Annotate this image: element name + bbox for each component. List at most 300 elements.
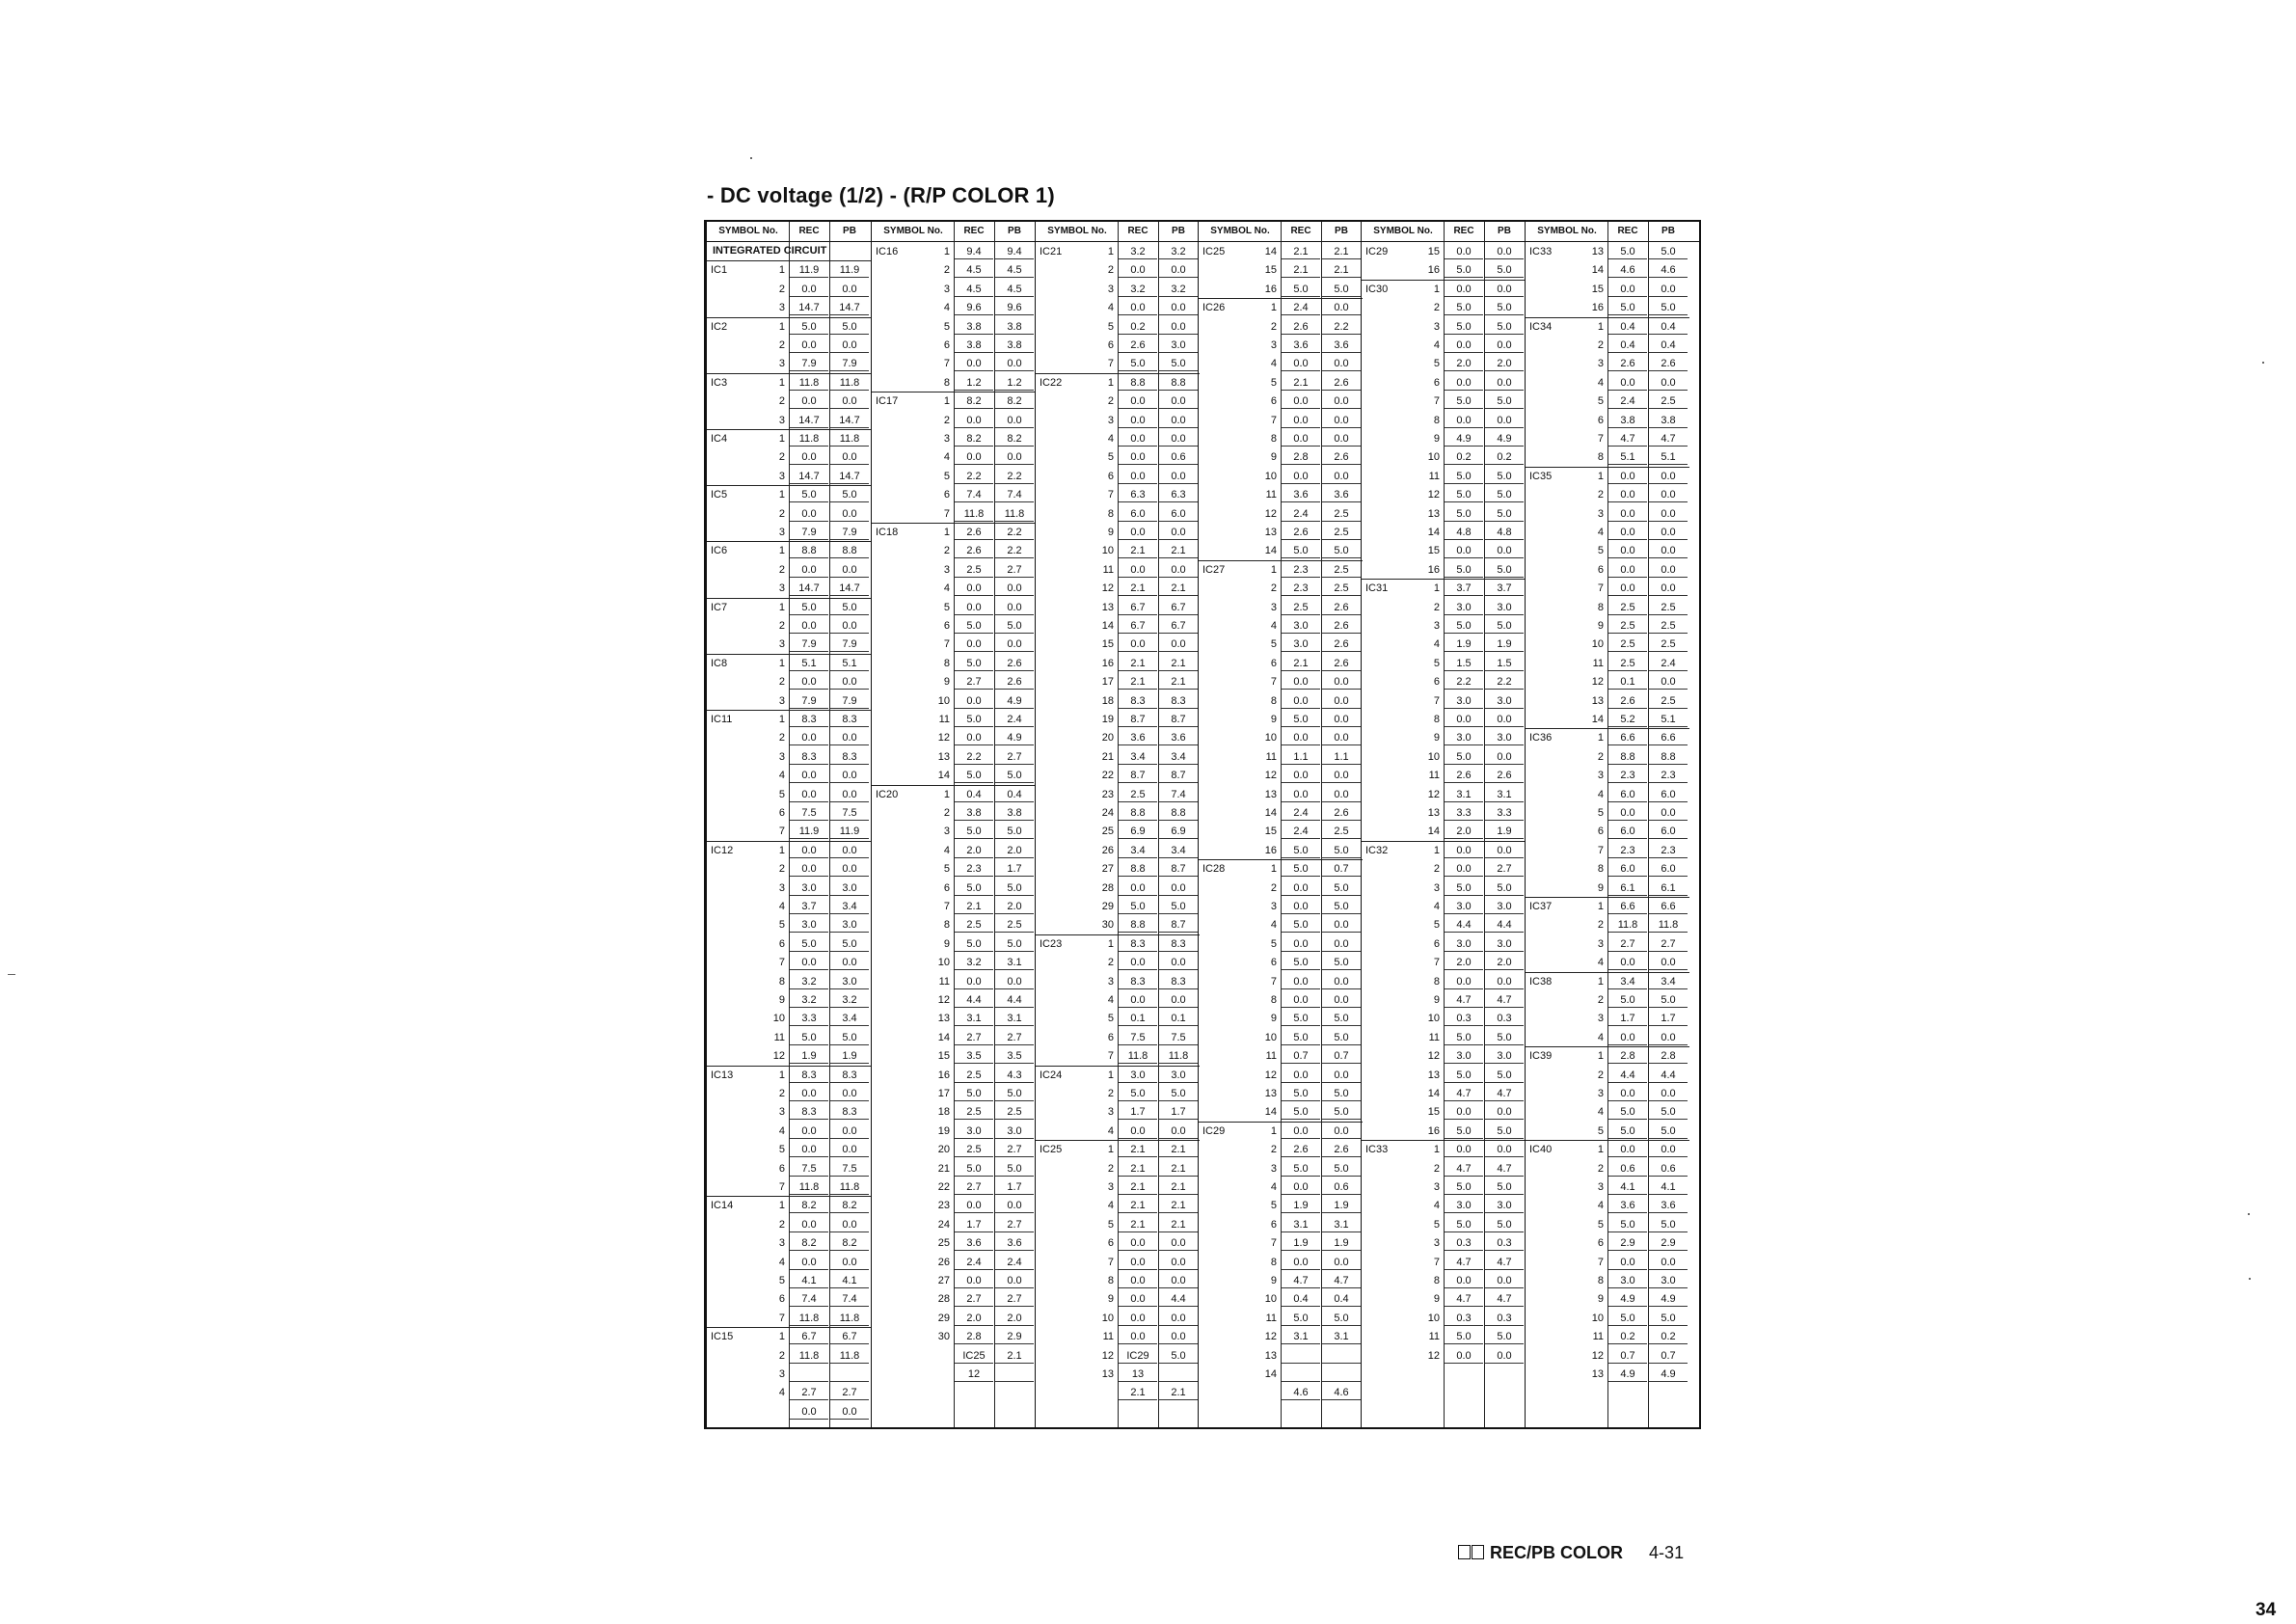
- rec-value: 0.0: [1282, 729, 1320, 745]
- pb-value: 0.7: [1649, 1347, 1688, 1364]
- rec-value: 0.7: [1608, 1347, 1647, 1364]
- pb-value: 3.8: [995, 337, 1034, 353]
- rec-value: 3.0: [1119, 1067, 1157, 1083]
- pin-number: 2: [778, 863, 785, 876]
- rec-value: 5.0: [1282, 954, 1320, 970]
- pin-number: 8: [1433, 975, 1440, 988]
- pb-value: 5.0: [1485, 1029, 1524, 1045]
- rec-value: 4.7: [1445, 991, 1483, 1008]
- rec-value: 5.0: [1445, 561, 1483, 578]
- pin-number: 4: [1597, 376, 1604, 389]
- pb-value: 0.0: [1649, 542, 1688, 558]
- rec-value: 2.1: [1119, 1216, 1157, 1232]
- rec-value: 2.4: [1282, 804, 1320, 821]
- pb-value: 11.8: [995, 505, 1034, 522]
- ic-symbol: IC29: [1365, 246, 1389, 257]
- pb-value: 2.5: [1649, 617, 1688, 634]
- rec-value: [790, 1366, 828, 1382]
- rec-value: 0.0: [1282, 392, 1320, 409]
- pin-number: 4: [1433, 339, 1440, 351]
- rec-value: 2.2: [1445, 673, 1483, 690]
- pb-value: 5.0: [1485, 1328, 1524, 1344]
- rec-value: 2.5: [955, 561, 993, 578]
- rec-value: 3.4: [1608, 973, 1647, 989]
- pb-value: 4.4: [1649, 1067, 1688, 1083]
- pb-value: 5.0: [1485, 1178, 1524, 1195]
- rec-value: 0.0: [1608, 1254, 1647, 1270]
- pin-number: 6: [1270, 1218, 1277, 1231]
- pb-value: 0.0: [995, 599, 1034, 615]
- column-group: [1035, 222, 1200, 1427]
- rec-value: 0.0: [1119, 1234, 1157, 1251]
- pb-value: 9.4: [995, 243, 1034, 259]
- rec-value: 0.0: [1119, 299, 1157, 315]
- ic-symbol: IC40: [1529, 1144, 1553, 1156]
- pb-value: 2.5: [1322, 823, 1361, 839]
- pin-number: 1: [778, 264, 785, 277]
- pb-value: 5.0: [1322, 880, 1361, 896]
- pb-value: 0.0: [1649, 954, 1688, 970]
- rec-value: 11.8: [1119, 1047, 1157, 1064]
- pin-number: 6: [1597, 1237, 1604, 1250]
- pb-value: 5.0: [1485, 486, 1524, 502]
- pb-value: 8.3: [830, 748, 869, 765]
- pb-value: 0.6: [1159, 448, 1198, 465]
- rec-value: 5.0: [1608, 243, 1647, 259]
- pb-value: 3.2: [1159, 281, 1198, 297]
- pb-value: 0.0: [830, 448, 869, 465]
- rec-value: 0.4: [955, 786, 993, 802]
- pin-number: 4: [943, 582, 950, 595]
- pin-number: 21: [937, 1162, 950, 1175]
- pb-value: 5.1: [1649, 448, 1688, 465]
- pin-number: 1: [943, 788, 950, 800]
- rec-value: 5.0: [955, 823, 993, 839]
- pin-number: 1: [1433, 1144, 1440, 1156]
- pin-number: 7: [1433, 395, 1440, 408]
- pb-value: 2.6: [1322, 374, 1361, 391]
- rec-value: 0.0: [1119, 1123, 1157, 1139]
- rec-value: 3.6: [1282, 486, 1320, 502]
- pb-value: 2.7: [995, 561, 1034, 578]
- pb-value: 2.2: [995, 524, 1034, 540]
- pin-number: 1: [1107, 1144, 1114, 1156]
- pin-number: 1: [1433, 844, 1440, 856]
- pin-number: 15: [1264, 826, 1277, 838]
- pb-value: 2.7: [1649, 935, 1688, 952]
- pb-value: 0.0: [830, 1085, 869, 1101]
- pb-value: 0.0: [1649, 1085, 1688, 1101]
- pin-number: 9: [1270, 451, 1277, 464]
- header-pb: PB: [1498, 226, 1511, 236]
- pb-value: 2.5: [995, 1103, 1034, 1120]
- pb-value: 5.0: [1322, 898, 1361, 914]
- pb-value: 3.2: [830, 991, 869, 1008]
- pin-number: 13: [1427, 1069, 1440, 1081]
- pb-value: 2.5: [1322, 561, 1361, 578]
- pin-number: 4: [778, 770, 785, 782]
- pb-value: 1.9: [1485, 823, 1524, 839]
- pin-number: 22: [1101, 770, 1114, 782]
- pin-number: 18: [937, 1106, 950, 1119]
- rec-value: 0.0: [790, 617, 828, 634]
- pb-value: 2.6: [1322, 617, 1361, 634]
- rec-value: 0.0: [1608, 561, 1647, 578]
- pin-number: 4: [1433, 1200, 1440, 1212]
- rec-value: 11.8: [790, 1178, 828, 1195]
- rec-value: 2.7: [955, 1290, 993, 1307]
- rec-value: 11.8: [790, 1310, 828, 1326]
- header-rec: REC: [963, 226, 985, 236]
- pin-number: 5: [1107, 320, 1114, 333]
- rec-value: 1.2: [955, 374, 993, 391]
- pin-number: 11: [1428, 1331, 1440, 1343]
- pin-number: 6: [1433, 376, 1440, 389]
- pb-value: 0.2: [1649, 1328, 1688, 1344]
- rec-value: 5.0: [1282, 916, 1320, 933]
- pb-value: 5.1: [830, 655, 869, 671]
- pb-value: 0.0: [1159, 1234, 1198, 1251]
- pin-number: 12: [1101, 1349, 1114, 1362]
- rec-value: 1.9: [1282, 1234, 1320, 1251]
- pb-value: 0.0: [1485, 842, 1524, 858]
- pb-value: 5.0: [995, 935, 1034, 952]
- rec-value: 2.1: [1119, 1178, 1157, 1195]
- rec-value: 0.0: [1282, 355, 1320, 371]
- rec-value: 0.0: [1608, 580, 1647, 596]
- pin-number: 5: [1107, 1013, 1114, 1025]
- pin-number: 7: [943, 507, 950, 520]
- pin-number: 8: [1433, 414, 1440, 426]
- rec-value: 0.0: [1608, 954, 1647, 970]
- rec-value: 0.0: [1119, 1328, 1157, 1344]
- pb-value: 3.3: [1485, 804, 1524, 821]
- rec-value: 5.0: [955, 711, 993, 727]
- pin-number: 1: [1270, 563, 1277, 576]
- pb-value: 6.0: [1649, 860, 1688, 877]
- pin-number: 1: [778, 376, 785, 389]
- header-pb: PB: [1661, 226, 1675, 236]
- pb-value: 0.0: [1159, 392, 1198, 409]
- ic-symbol: IC28: [1202, 863, 1226, 876]
- rec-value: 2.4: [1282, 823, 1320, 839]
- rec-value: 2.5: [955, 1103, 993, 1120]
- rec-value: 3.7: [1445, 580, 1483, 596]
- rec-value: 8.8: [1608, 748, 1647, 765]
- rec-value: 5.0: [955, 1085, 993, 1101]
- pb-value: 4.4: [1485, 916, 1524, 933]
- rec-value: 2.5: [1119, 786, 1157, 802]
- rec-value: 0.0: [790, 673, 828, 690]
- pin-number: 7: [1270, 414, 1277, 426]
- pb-value: 0.0: [1322, 299, 1361, 315]
- rec-value: 0.3: [1445, 1234, 1483, 1251]
- footer-page-ref: 4-31: [1649, 1543, 1685, 1562]
- rec-value: 2.1: [1282, 243, 1320, 259]
- pin-number: 1: [778, 601, 785, 613]
- pin-number: 13: [1427, 807, 1440, 819]
- pb-value: 3.4: [830, 898, 869, 914]
- pb-value: 5.0: [830, 318, 869, 335]
- rec-value: 1.1: [1282, 748, 1320, 765]
- pb-value: 14.7: [830, 299, 869, 315]
- rec-value: 2.6: [1608, 355, 1647, 371]
- pin-number: 1: [1597, 901, 1604, 912]
- pb-value: 0.0: [1649, 580, 1688, 596]
- pb-value: 0.4: [995, 786, 1034, 802]
- pin-number: 2: [778, 283, 785, 295]
- pin-number: 15: [1427, 545, 1440, 557]
- rec-value: 3.1: [1282, 1216, 1320, 1232]
- pb-value: 3.2: [1159, 243, 1198, 259]
- rec-value: 2.1: [955, 898, 993, 914]
- pb-value: [1159, 1366, 1198, 1382]
- pin-number: 5: [1597, 545, 1604, 557]
- pb-value: 2.4: [995, 1254, 1034, 1270]
- pb-value: 2.6: [1322, 804, 1361, 821]
- pb-value: 6.0: [1159, 505, 1198, 522]
- rec-value: 3.8: [1608, 412, 1647, 428]
- pb-value: 5.0: [1159, 898, 1198, 914]
- pin-number: 1: [778, 1331, 785, 1343]
- pb-value: 1.2: [995, 374, 1034, 391]
- pb-value: 0.0: [1322, 1254, 1361, 1270]
- pb-value: 0.0: [1322, 468, 1361, 484]
- rec-value: 0.0: [1119, 1290, 1157, 1307]
- header-symbol: SYMBOL No.: [1047, 226, 1107, 236]
- rec-value: 2.1: [1119, 1384, 1157, 1400]
- pin-number: 2: [778, 1349, 785, 1362]
- rec-value: 8.2: [790, 1234, 828, 1251]
- pin-number: 5: [1433, 358, 1440, 370]
- pb-value: 0.4: [1649, 337, 1688, 353]
- pin-number: 2: [778, 732, 785, 744]
- ic-symbol: IC32: [1365, 844, 1389, 856]
- pin-number: 13: [937, 750, 950, 763]
- pb-value: 3.6: [1322, 337, 1361, 353]
- pin-number: 3: [778, 582, 785, 595]
- rec-value: 3.2: [790, 973, 828, 989]
- pb-value: 0.3: [1485, 1010, 1524, 1026]
- pb-value: 2.0: [995, 842, 1034, 858]
- pin-number: 12: [1427, 1050, 1440, 1063]
- pb-value: 8.3: [830, 1067, 869, 1083]
- pin-number: 14: [1591, 264, 1604, 277]
- rec-value: 5.0: [1282, 1160, 1320, 1177]
- speck: [2262, 362, 2264, 364]
- ic-symbol: IC12: [711, 844, 734, 856]
- pb-value: 11.8: [830, 430, 869, 447]
- pin-number: 8: [1433, 1275, 1440, 1286]
- pin-number: 2: [778, 395, 785, 408]
- ic-symbol: IC1: [711, 264, 728, 277]
- header-rec: REC: [1290, 226, 1311, 236]
- pb-value: 3.0: [1485, 599, 1524, 615]
- rec-value: 6.9: [1119, 823, 1157, 839]
- rec-value: 3.2: [1119, 243, 1157, 259]
- pb-value: 11.8: [830, 1310, 869, 1326]
- pb-value: 8.8: [1159, 374, 1198, 391]
- pin-number: 2: [778, 339, 785, 351]
- pin-number: 1: [1107, 1069, 1114, 1081]
- pin-number: 6: [1107, 470, 1114, 482]
- rec-value: 11.8: [955, 505, 993, 522]
- pin-number: 2: [778, 1088, 785, 1099]
- rec-value: 9.6: [955, 299, 993, 315]
- rec-value: 5.0: [1445, 1216, 1483, 1232]
- rec-value: 3.6: [1282, 337, 1320, 353]
- rec-value: 2.1: [1119, 1160, 1157, 1177]
- pb-value: 5.0: [1322, 842, 1361, 858]
- pb-value: 11.8: [1649, 916, 1688, 933]
- rec-value: 8.3: [790, 711, 828, 727]
- pb-value: 3.0: [1159, 1067, 1198, 1083]
- pin-number: 19: [937, 1124, 950, 1137]
- pin-number: 10: [1264, 1031, 1277, 1043]
- pin-number: 3: [1597, 937, 1604, 950]
- pb-value: 5.0: [1649, 1310, 1688, 1326]
- rec-value: 8.2: [955, 392, 993, 409]
- pin-number: 10: [1427, 451, 1440, 464]
- pin-number: 7: [1597, 433, 1604, 445]
- pb-value: 2.5: [995, 916, 1034, 933]
- rec-value: 2.5: [955, 916, 993, 933]
- rec-value: 5.0: [1445, 880, 1483, 896]
- pb-value: 1.9: [830, 1047, 869, 1064]
- rec-value: 4.7: [1445, 1254, 1483, 1270]
- pin-number: 7: [943, 358, 950, 370]
- rec-value: 5.0: [1282, 281, 1320, 297]
- rec-value: 7.5: [790, 1160, 828, 1177]
- rec-value: 6.0: [1119, 505, 1157, 522]
- pb-value: 6.0: [1649, 786, 1688, 802]
- pb-value: 0.0: [995, 973, 1034, 989]
- pin-number: 9: [1107, 1293, 1114, 1306]
- pb-value: 0.0: [1159, 1310, 1198, 1326]
- pb-value: 2.7: [995, 1141, 1034, 1157]
- pin-number: 1: [1107, 246, 1114, 257]
- pb-value: 3.0: [1485, 729, 1524, 745]
- pb-value: 11.9: [830, 823, 869, 839]
- header-symbol: SYMBOL No.: [883, 226, 943, 236]
- pb-value: 8.7: [1159, 860, 1198, 877]
- pin-number: 4: [1597, 1200, 1604, 1212]
- rec-value: 4.9: [1445, 430, 1483, 447]
- rec-value: 2.6: [1445, 767, 1483, 783]
- pin-number: 10: [772, 1013, 785, 1025]
- pin-number: 2: [1270, 1144, 1277, 1156]
- pin-number: 10: [1591, 1312, 1604, 1324]
- pb-value: 0.0: [1159, 261, 1198, 278]
- pb-value: 0.0: [830, 1123, 869, 1139]
- rec-value: 0.0: [1282, 1123, 1320, 1139]
- ic-symbol: IC15: [711, 1331, 734, 1343]
- rec-value: 0.0: [1119, 1254, 1157, 1270]
- pin-number: 5: [778, 919, 785, 932]
- pb-value: 5.0: [1322, 1103, 1361, 1120]
- pb-value: 8.8: [1649, 748, 1688, 765]
- pb-value: 2.6: [1322, 448, 1361, 465]
- pin-number: 9: [1107, 527, 1114, 538]
- pb-value: 0.0: [1159, 1272, 1198, 1288]
- pin-number: 7: [1107, 358, 1114, 370]
- pb-value: 2.3: [1649, 767, 1688, 783]
- pb-value: 0.0: [1485, 973, 1524, 989]
- rec-value: 0.0: [790, 954, 828, 970]
- rec-value: 2.1: [1282, 374, 1320, 391]
- rec-value: 5.0: [1282, 842, 1320, 858]
- pb-value: 0.0: [1159, 430, 1198, 447]
- pin-number: 5: [1270, 638, 1277, 651]
- pin-number: 2: [1433, 601, 1440, 613]
- pb-value: 4.5: [995, 261, 1034, 278]
- rec-value: 0.0: [1445, 842, 1483, 858]
- rec-value: 3.0: [1282, 636, 1320, 652]
- pin-number: 6: [778, 1293, 785, 1306]
- rec-value: 3.0: [1445, 599, 1483, 615]
- pb-value: 5.0: [830, 599, 869, 615]
- pb-value: 0.0: [1649, 1254, 1688, 1270]
- pb-value: 5.0: [1322, 1029, 1361, 1045]
- rec-value: 0.0: [1282, 880, 1320, 896]
- pin-number: 6: [1107, 339, 1114, 351]
- rec-value: 3.6: [1608, 1197, 1647, 1213]
- rec-value: 2.1: [1119, 1197, 1157, 1213]
- pin-number: 17: [937, 1088, 950, 1099]
- pin-number: 2: [1107, 1162, 1114, 1175]
- ic-symbol: IC30: [1365, 283, 1389, 295]
- pin-number: 5: [1597, 1124, 1604, 1137]
- ic-symbol: IC25: [1202, 246, 1226, 257]
- pb-value: 1.9: [1485, 636, 1524, 652]
- pin-number: 7: [1597, 1256, 1604, 1268]
- pb-value: 5.0: [830, 486, 869, 502]
- rec-value: 5.0: [1445, 748, 1483, 765]
- pin-number: 3: [1107, 975, 1114, 988]
- pin-number: 4: [1597, 1031, 1604, 1043]
- pin-number: 4: [1597, 788, 1604, 800]
- rec-value: 7.9: [790, 524, 828, 540]
- pb-value: 0.0: [1159, 954, 1198, 970]
- rec-value: 0.0: [1282, 673, 1320, 690]
- rec-value: 3.0: [1282, 617, 1320, 634]
- pb-value: 2.5: [1649, 599, 1688, 615]
- pin-number: 16: [937, 1069, 950, 1081]
- pb-value: 4.9: [995, 692, 1034, 709]
- pb-value: 0.2: [1485, 448, 1524, 465]
- pin-number: 15: [1427, 246, 1440, 257]
- pb-value: 4.5: [995, 281, 1034, 297]
- pb-value: 8.8: [830, 542, 869, 558]
- rec-value: 2.0: [1445, 954, 1483, 970]
- rec-value: 5.1: [1608, 448, 1647, 465]
- pb-value: 0.0: [1322, 673, 1361, 690]
- rec-value: 2.6: [1608, 692, 1647, 709]
- rec-value: 5.0: [1119, 355, 1157, 371]
- rec-value: 8.8: [1119, 860, 1157, 877]
- pb-value: 4.6: [1649, 261, 1688, 278]
- pb-value: 3.4: [1159, 748, 1198, 765]
- pb-value: 8.2: [995, 430, 1034, 447]
- pb-value: 5.0: [1485, 1123, 1524, 1139]
- pin-number: 2: [943, 807, 950, 819]
- pb-value: 7.9: [830, 692, 869, 709]
- pin-number: 2: [778, 676, 785, 689]
- rec-value: 0.0: [1608, 1141, 1647, 1157]
- pin-number: 3: [943, 433, 950, 445]
- rec-value: 0.0: [1608, 505, 1647, 522]
- rec-value: 2.1: [1119, 1141, 1157, 1157]
